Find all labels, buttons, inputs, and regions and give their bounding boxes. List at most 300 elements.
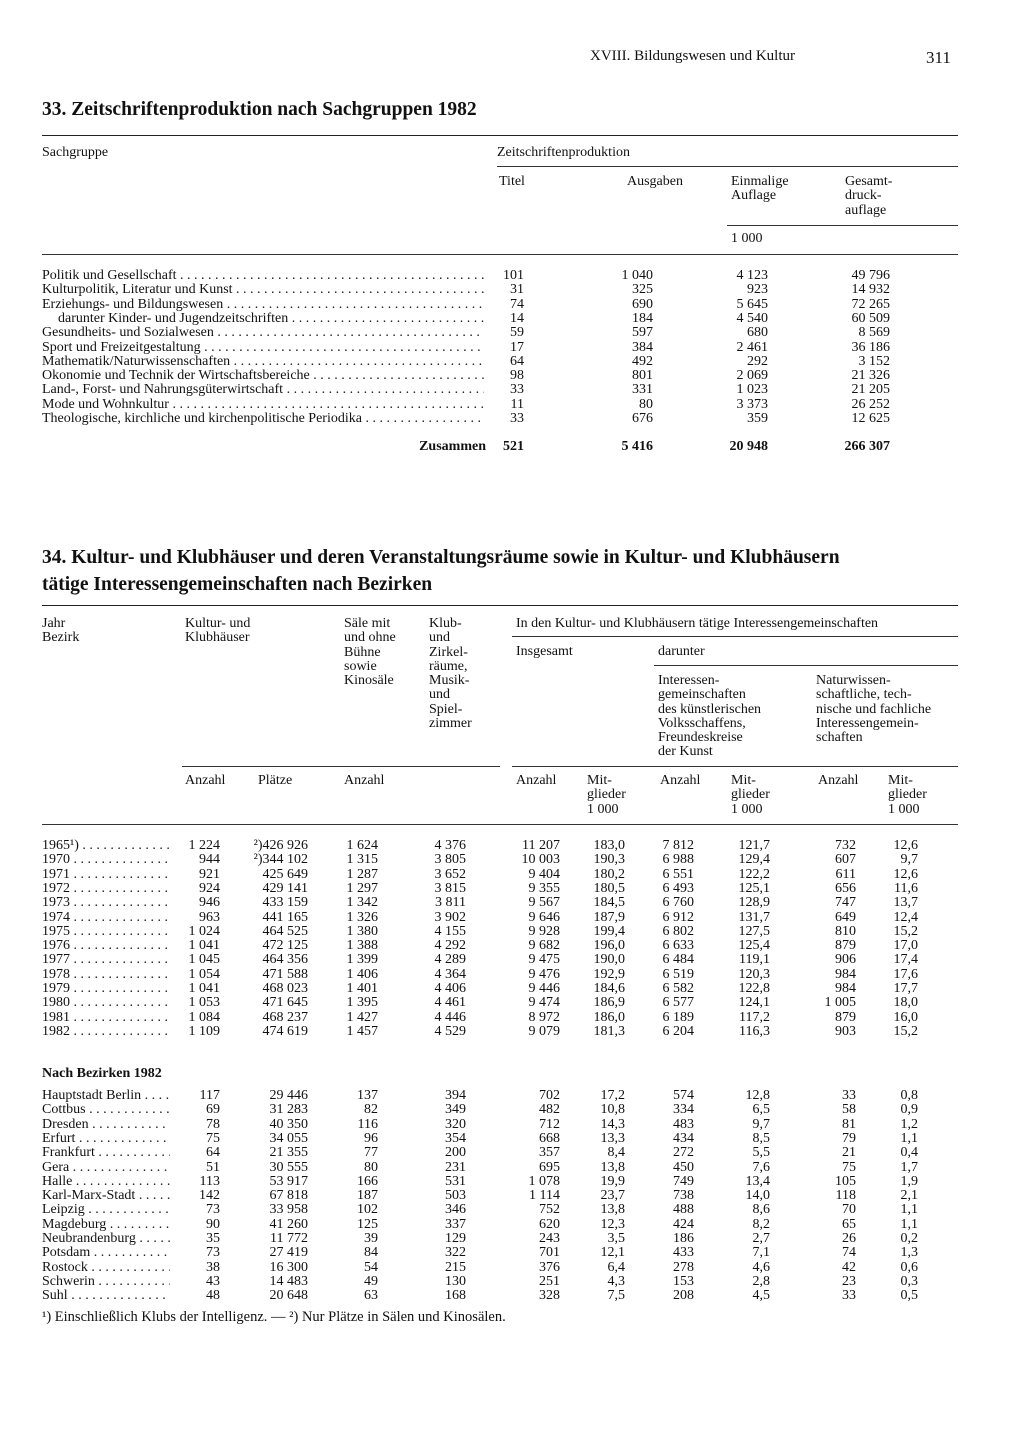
cell-saele: 1 315	[346, 852, 378, 868]
cell-ig-m: 190,3	[593, 852, 625, 868]
t33-header-zeitschriftenproduktion: Zeitschriftenproduktion	[497, 145, 630, 160]
cell-ig-n: 702	[539, 1088, 560, 1103]
table-33-top-rule	[42, 135, 958, 136]
cell-k-m: 131,7	[738, 909, 770, 925]
cell-ig-n: 9 475	[528, 952, 560, 968]
cell-ig-n: 1 114	[529, 1188, 560, 1204]
row-label: Gesundheits- und Sozialwesen . . .	[42, 326, 484, 340]
cell-ig-m: 3,5	[607, 1231, 625, 1246]
cell-k-n: 6 633	[662, 938, 694, 954]
cell-ig-n: 251	[539, 1273, 560, 1289]
cell-titel: 98	[510, 368, 524, 384]
cell-saele: 125	[357, 1216, 378, 1232]
cell-klub: 354	[445, 1130, 466, 1146]
cell-plaetze: 34 055	[269, 1130, 308, 1146]
t34-header-saele: Säle mit und ohne Bühne sowie Kinosäle	[344, 616, 396, 689]
cell-ig-m: 186,0	[593, 1009, 625, 1025]
cell-n-m: 2,1	[900, 1188, 918, 1204]
cell-ig-m: 14,3	[600, 1116, 625, 1132]
cell-n-m: 0,4	[900, 1145, 918, 1161]
cell-plaetze: 30 555	[269, 1159, 308, 1175]
cell-plaetze: ²)426 926	[253, 838, 308, 853]
cell-ig-n: 712	[539, 1116, 560, 1132]
cell-auflage: 5 645	[736, 296, 768, 312]
cell-n-m: 12,6	[893, 866, 918, 882]
cell-saele: 187	[357, 1188, 378, 1204]
cell-saele: 49	[364, 1273, 378, 1289]
cell-n-m: 0,9	[900, 1102, 918, 1118]
cell-n-n: 21	[842, 1145, 856, 1161]
t34-header-bottom-rule	[42, 824, 958, 825]
cell-klub: 215	[445, 1259, 466, 1275]
cell-n-m: 12,6	[893, 838, 918, 853]
cell-khaus: 1 041	[188, 981, 220, 996]
cell-n-m: 17,4	[893, 952, 918, 968]
cell-n-m: 13,7	[893, 895, 918, 911]
cell-plaetze: 33 958	[269, 1202, 308, 1218]
cell-k-n: 433	[673, 1245, 694, 1261]
cell-k-n: 334	[673, 1102, 694, 1118]
t34-header-mitglieder-1: Mit- glieder 1 000	[587, 773, 626, 817]
cell-saele: 1 457	[346, 1023, 378, 1039]
cell-n-m: 17,6	[893, 966, 918, 982]
row-label: 1981 . . .	[42, 1011, 170, 1025]
cell-k-m: 125,1	[738, 880, 770, 896]
cell-n-m: 9,7	[900, 852, 918, 868]
t34-header-anzahl-4: Anzahl	[660, 773, 701, 788]
t33-header-subrule	[497, 166, 958, 167]
cell-saele: 1 380	[346, 923, 378, 939]
cell-ig-m: 4,3	[607, 1273, 625, 1289]
t34-header-insgesamt: Insgesamt	[516, 644, 573, 659]
cell-k-m: 116,3	[739, 1023, 770, 1039]
cell-ig-n: 1 078	[528, 1173, 560, 1189]
cell-k-n: 6 189	[662, 1009, 694, 1025]
cell-k-n: 6 912	[662, 909, 694, 925]
cell-k-m: 2,7	[752, 1231, 770, 1246]
cell-k-m: 7,1	[752, 1245, 770, 1261]
t34-header-anzahl-1: Anzahl	[185, 773, 226, 788]
cell-khaus: 1 041	[188, 938, 220, 954]
cell-saele: 82	[364, 1102, 378, 1118]
cell-k-n: 574	[673, 1088, 694, 1103]
t34-header-mitglieder-2: Mit- glieder 1 000	[731, 773, 770, 817]
cell-ig-n: 9 646	[528, 909, 560, 925]
cell-khaus: 1 224	[188, 838, 220, 853]
cell-ig-m: 184,6	[593, 981, 625, 996]
cell-n-m: 17,0	[893, 938, 918, 954]
cell-gesamt: 12 625	[851, 411, 890, 426]
cell-ig-m: 192,9	[593, 966, 625, 982]
cell-k-m: 125,4	[738, 938, 770, 954]
cell-ausgaben: 690	[632, 296, 653, 312]
t34-header-anzahl-3: Anzahl	[516, 773, 557, 788]
cell-ausgaben: 1 040	[621, 268, 653, 283]
cell-klub: 346	[445, 1202, 466, 1218]
cell-k-n: 749	[673, 1173, 694, 1189]
cell-ig-m: 19,9	[600, 1173, 625, 1189]
cell-n-n: 649	[835, 909, 856, 925]
cell-saele: 63	[364, 1288, 378, 1304]
cell-ig-m: 8,4	[607, 1145, 625, 1161]
row-label: Hauptstadt Berlin . . .	[42, 1089, 170, 1103]
cell-k-m: 4,6	[752, 1259, 770, 1275]
cell-khaus: 963	[199, 909, 220, 925]
t34-header-kulturhaeuser: Kultur- und Klubhäuser	[185, 616, 251, 646]
cell-plaetze: 471 645	[262, 995, 308, 1011]
cell-saele: 1 406	[346, 966, 378, 982]
cell-ig-n: 9 355	[528, 880, 560, 896]
cell-khaus: 142	[199, 1188, 220, 1204]
t34-header-mitglieder-3: Mit- glieder 1 000	[888, 773, 927, 817]
cell-n-n: 33	[842, 1288, 856, 1304]
cell-plaetze: 14 483	[269, 1273, 308, 1289]
cell-plaetze: 29 446	[269, 1088, 308, 1103]
cell-klub: 4 406	[434, 981, 466, 996]
cell-plaetze: ²)344 102	[253, 852, 308, 868]
cell-klub: 4 446	[434, 1009, 466, 1025]
cell-ig-m: 23,7	[600, 1188, 625, 1204]
t34-header-klubraeume: Klub- und Zirkel- räume, Musik- und Spiel- zimmer	[429, 616, 472, 732]
cell-k-m: 122,8	[738, 981, 770, 996]
cell-plaetze: 11 772	[270, 1231, 308, 1246]
cell-khaus: 1 109	[188, 1023, 220, 1039]
cell-ausgaben: 801	[632, 368, 653, 384]
t34-bezirke-title: Nach Bezirken 1982	[42, 1066, 162, 1081]
cell-plaetze: 468 023	[262, 981, 308, 996]
cell-ig-n: 9 682	[528, 938, 560, 954]
cell-k-n: 6 577	[662, 995, 694, 1011]
cell-titel: 11	[510, 396, 524, 412]
t34-unit-rule-b	[512, 766, 958, 767]
t33-header-sachgruppe: Sachgruppe	[42, 145, 109, 160]
cell-k-n: 153	[673, 1273, 694, 1289]
cell-ausgaben: 184	[632, 310, 653, 326]
cell-titel: 74	[510, 296, 524, 312]
row-label: Neubrandenburg . . .	[42, 1232, 170, 1246]
cell-titel: 64	[510, 353, 524, 369]
t34-darunter-rule	[654, 665, 958, 666]
cell-gesamt: 60 509	[851, 310, 890, 326]
cell-khaus: 64	[206, 1145, 220, 1161]
cell-k-m: 8,2	[752, 1216, 770, 1232]
cell-n-m: 0,3	[900, 1273, 918, 1289]
cell-klub: 3 815	[434, 880, 466, 896]
cell-n-n: 611	[835, 866, 856, 882]
cell-ig-m: 183,0	[593, 838, 625, 853]
cell-klub: 4 529	[434, 1023, 466, 1039]
cell-k-m: 8,5	[752, 1130, 770, 1146]
cell-n-m: 18,0	[893, 995, 918, 1011]
cell-saele: 166	[357, 1173, 378, 1189]
cell-ig-n: 701	[539, 1245, 560, 1261]
cell-plaetze: 433 159	[262, 895, 308, 911]
cell-n-m: 12,4	[893, 909, 918, 925]
cell-ig-m: 10,8	[600, 1102, 625, 1118]
cell-ig-m: 13,8	[600, 1202, 625, 1218]
cell-k-n: 6 582	[662, 981, 694, 996]
cell-n-m: 15,2	[893, 923, 918, 939]
cell-klub: 231	[445, 1159, 466, 1175]
cell-ausgaben: 325	[632, 282, 653, 298]
cell-n-n: 81	[842, 1116, 856, 1132]
cell-klub: 4 292	[434, 938, 466, 954]
cell-k-m: 12,8	[745, 1088, 770, 1103]
cell-ausgaben: 384	[632, 339, 653, 355]
cell-saele: 1 399	[346, 952, 378, 968]
cell-titel: 17	[510, 339, 524, 355]
cell-saele: 77	[364, 1145, 378, 1161]
cell-k-m: 4,5	[752, 1288, 770, 1304]
cell-plaetze: 20 648	[269, 1288, 308, 1304]
t33-header-titel: Titel	[499, 174, 525, 189]
cell-khaus: 38	[206, 1259, 220, 1275]
cell-k-n: 186	[673, 1231, 694, 1246]
table-33-title: 33. Zeitschriftenproduktion nach Sachgruppen 1982	[42, 99, 477, 120]
cell-ig-m: 12,3	[600, 1216, 625, 1232]
row-label: Suhl . . .	[42, 1289, 170, 1303]
cell-ig-n: 482	[539, 1102, 560, 1118]
cell-n-n: 607	[835, 852, 856, 868]
cell-khaus: 35	[206, 1231, 220, 1246]
cell-k-n: 6 802	[662, 923, 694, 939]
cell-k-m: 5,5	[752, 1145, 770, 1161]
cell-k-m: 119,1	[739, 952, 770, 968]
total-gesamt: 266 307	[844, 439, 890, 454]
cell-n-m: 11,6	[894, 880, 918, 896]
cell-klub: 4 289	[434, 952, 466, 968]
total-auflage: 20 948	[729, 439, 768, 454]
row-label: Dresden . . .	[42, 1118, 170, 1132]
row-label: Potsdam . . .	[42, 1246, 170, 1260]
cell-k-m: 127,5	[738, 923, 770, 939]
cell-plaetze: 472 125	[262, 938, 308, 954]
cell-auflage: 4 540	[736, 310, 768, 326]
cell-plaetze: 67 818	[269, 1188, 308, 1204]
cell-khaus: 73	[206, 1245, 220, 1261]
cell-n-n: 105	[835, 1173, 856, 1189]
cell-ig-m: 17,2	[600, 1088, 625, 1103]
cell-n-n: 118	[835, 1188, 856, 1204]
cell-klub: 4 155	[434, 923, 466, 939]
cell-khaus: 924	[199, 880, 220, 896]
cell-n-n: 79	[842, 1130, 856, 1146]
row-label: Land-, Forst- und Nahrungsgüterwirtschaft . . .	[42, 383, 484, 397]
cell-k-n: 424	[673, 1216, 694, 1232]
cell-klub: 4 364	[434, 966, 466, 982]
total-label: Zusammen	[419, 439, 486, 454]
cell-plaetze: 40 350	[269, 1116, 308, 1132]
cell-saele: 1 388	[346, 938, 378, 954]
cell-titel: 33	[510, 382, 524, 398]
cell-n-n: 732	[835, 838, 856, 853]
cell-n-n: 879	[835, 1009, 856, 1025]
cell-n-m: 0,6	[900, 1259, 918, 1275]
cell-klub: 4 461	[434, 995, 466, 1011]
cell-ausgaben: 492	[632, 353, 653, 369]
cell-klub: 3 652	[434, 866, 466, 882]
row-label: 1970 . . .	[42, 853, 170, 867]
cell-gesamt: 3 152	[858, 353, 890, 369]
cell-titel: 59	[510, 325, 524, 341]
cell-n-m: 1,1	[900, 1216, 918, 1232]
cell-k-n: 488	[673, 1202, 694, 1218]
cell-plaetze: 464 356	[262, 952, 308, 968]
cell-saele: 1 395	[346, 995, 378, 1011]
cell-plaetze: 441 165	[262, 909, 308, 925]
cell-k-n: 278	[673, 1259, 694, 1275]
row-label: Politik und Gesellschaft . . .	[42, 269, 484, 283]
cell-plaetze: 425 649	[262, 866, 308, 882]
cell-plaetze: 471 588	[262, 966, 308, 982]
row-label: Halle . . .	[42, 1175, 170, 1189]
cell-k-n: 6 988	[662, 852, 694, 868]
cell-gesamt: 14 932	[851, 282, 890, 298]
t34-header-ig-kunst: Interessen- gemeinschaften des künstlerischen Volksschaffens, Freundeskreise der Kunst	[658, 673, 762, 760]
cell-k-n: 6 519	[662, 966, 694, 982]
cell-khaus: 1 084	[188, 1009, 220, 1025]
t33-unit-rule	[727, 225, 958, 226]
cell-n-n: 984	[835, 966, 856, 982]
t33-header-unit: 1 000	[731, 231, 763, 246]
cell-auflage: 359	[747, 411, 768, 426]
cell-plaetze: 464 525	[262, 923, 308, 939]
cell-ig-n: 9 476	[528, 966, 560, 982]
cell-klub: 4 376	[434, 838, 466, 853]
cell-k-m: 117,2	[739, 1009, 770, 1025]
row-label: 1973 . . .	[42, 896, 170, 910]
cell-klub: 200	[445, 1145, 466, 1161]
cell-klub: 337	[445, 1216, 466, 1232]
row-label: Schwerin . . .	[42, 1275, 170, 1289]
row-label: 1979 . . .	[42, 982, 170, 996]
cell-k-m: 2,8	[752, 1273, 770, 1289]
cell-ig-m: 184,5	[593, 895, 625, 911]
cell-n-n: 747	[835, 895, 856, 911]
cell-n-m: 0,2	[900, 1231, 918, 1246]
cell-titel: 14	[510, 310, 524, 326]
row-label: darunter Kinder- und Jugendzeitschriften . . .	[58, 312, 484, 326]
cell-khaus: 946	[199, 895, 220, 911]
cell-n-m: 1,7	[900, 1159, 918, 1175]
cell-n-n: 984	[835, 981, 856, 996]
cell-saele: 102	[357, 1202, 378, 1218]
cell-k-n: 7 812	[662, 838, 694, 853]
cell-ig-m: 13,8	[600, 1159, 625, 1175]
cell-saele: 84	[364, 1245, 378, 1261]
table-34-title-line2: tätige Interessengemeinschaften nach Bezirken	[42, 574, 433, 595]
cell-ig-n: 243	[539, 1231, 560, 1246]
cell-k-m: 7,6	[752, 1159, 770, 1175]
cell-saele: 1 342	[346, 895, 378, 911]
cell-n-n: 656	[835, 880, 856, 896]
cell-n-m: 16,0	[893, 1009, 918, 1025]
cell-ig-n: 752	[539, 1202, 560, 1218]
cell-gesamt: 49 796	[851, 268, 890, 283]
cell-n-m: 1,1	[900, 1202, 918, 1218]
t34-ig-rule	[512, 636, 958, 637]
cell-ausgaben: 597	[632, 325, 653, 341]
row-label: 1975 . . .	[42, 925, 170, 939]
cell-khaus: 1 024	[188, 923, 220, 939]
cell-ig-n: 9 567	[528, 895, 560, 911]
cell-plaetze: 21 355	[269, 1145, 308, 1161]
cell-ig-m: 190,0	[593, 952, 625, 968]
cell-ig-n: 668	[539, 1130, 560, 1146]
cell-k-n: 450	[673, 1159, 694, 1175]
cell-saele: 96	[364, 1130, 378, 1146]
cell-ig-m: 12,1	[600, 1245, 625, 1261]
total-titel: 521	[503, 439, 524, 454]
cell-n-n: 74	[842, 1245, 856, 1261]
row-label: Rostock . . .	[42, 1261, 170, 1275]
cell-khaus: 90	[206, 1216, 220, 1232]
row-label: 1965¹) . . .	[42, 839, 170, 853]
cell-plaetze: 16 300	[269, 1259, 308, 1275]
cell-ig-n: 9 446	[528, 981, 560, 996]
cell-auflage: 4 123	[736, 268, 768, 283]
cell-klub: 503	[445, 1188, 466, 1204]
cell-saele: 1 427	[346, 1009, 378, 1025]
cell-n-n: 810	[835, 923, 856, 939]
row-label: Ökonomie und Technik der Wirtschaftsbereiche . . .	[42, 369, 484, 383]
cell-saele: 80	[364, 1159, 378, 1175]
t33-header-gesamt: Gesamt- druck- auflage	[845, 174, 893, 218]
t34-header-anzahl-2: Anzahl	[344, 773, 385, 788]
cell-ig-n: 9 928	[528, 923, 560, 939]
cell-khaus: 921	[199, 866, 220, 882]
cell-n-n: 1 005	[824, 995, 856, 1011]
cell-ig-m: 180,2	[593, 866, 625, 882]
cell-ig-n: 9 404	[528, 866, 560, 882]
cell-n-m: 0,5	[900, 1288, 918, 1304]
cell-saele: 1 287	[346, 866, 378, 882]
row-label: Karl-Marx-Stadt . . .	[42, 1189, 170, 1203]
cell-auflage: 2 461	[736, 339, 768, 355]
cell-n-n: 906	[835, 952, 856, 968]
cell-ig-n: 620	[539, 1216, 560, 1232]
cell-plaetze: 27 419	[269, 1245, 308, 1261]
cell-k-m: 120,3	[738, 966, 770, 982]
cell-auflage: 680	[747, 325, 768, 341]
t33-header-einmalige: Einmalige Auflage	[731, 174, 789, 204]
cell-saele: 39	[364, 1231, 378, 1246]
t34-header-darunter: darunter	[658, 644, 705, 659]
cell-khaus: 1 054	[188, 966, 220, 982]
cell-saele: 1 297	[346, 880, 378, 896]
cell-klub: 129	[445, 1231, 466, 1246]
cell-ig-n: 11 207	[522, 838, 560, 853]
cell-ig-n: 376	[539, 1259, 560, 1275]
cell-klub: 349	[445, 1102, 466, 1118]
cell-k-n: 6 551	[662, 866, 694, 882]
cell-ig-n: 328	[539, 1288, 560, 1304]
cell-n-n: 75	[842, 1159, 856, 1175]
cell-n-n: 879	[835, 938, 856, 954]
cell-k-m: 124,1	[738, 995, 770, 1011]
row-label: Cottbus . . .	[42, 1103, 170, 1117]
cell-saele: 137	[357, 1088, 378, 1103]
cell-klub: 3 902	[434, 909, 466, 925]
t34-header-anzahl-5: Anzahl	[818, 773, 859, 788]
cell-n-n: 58	[842, 1102, 856, 1118]
cell-titel: 101	[503, 268, 524, 283]
cell-k-m: 14,0	[745, 1188, 770, 1204]
t34-unit-rule-a	[182, 766, 500, 767]
cell-k-n: 483	[673, 1116, 694, 1132]
row-label: Kulturpolitik, Literatur und Kunst . . .	[42, 283, 484, 297]
cell-n-n: 42	[842, 1259, 856, 1275]
